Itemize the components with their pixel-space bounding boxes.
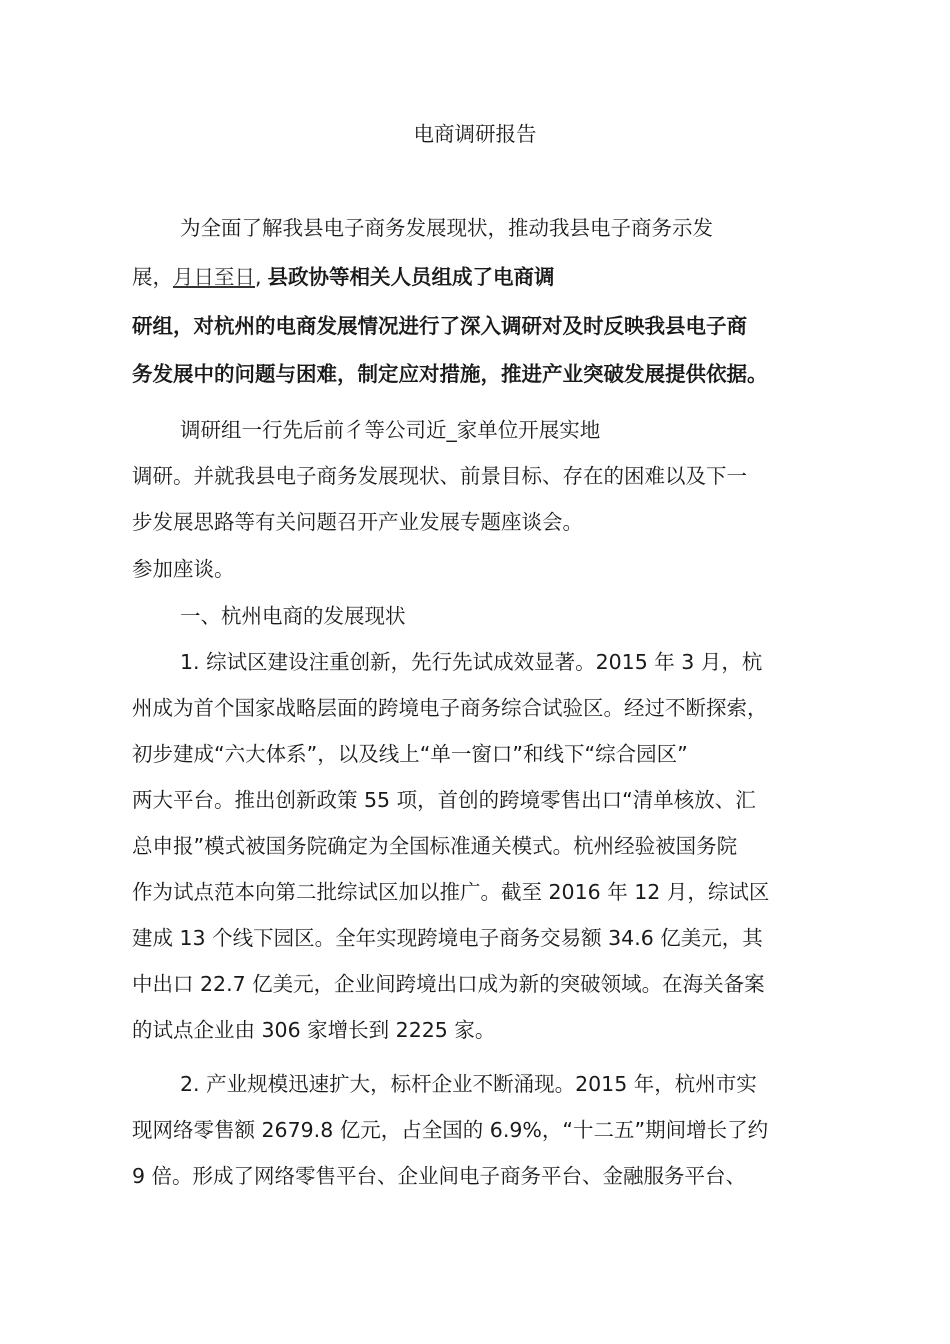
page-title: 电商调研报告	[413, 122, 537, 146]
intro-line-3: 研组，对杭州的电商发展情况进行了深入调研对及时反映我县电子商	[132, 314, 747, 338]
intro-line-2-start: 展，	[132, 265, 173, 289]
p1-line: 的试点企业由 306 家增长到 2225 家。	[132, 1018, 496, 1042]
intro-line-2-end: 县政协等相关人员组成了电商调	[267, 265, 555, 289]
visit-line-2: 调研。并就我县电子商务发展现状、前景目标、存在的困难以及下一	[132, 464, 747, 488]
p1-line: 建成 13 个线下园区。全年实现跨境电子商务交易额 34.6 亿美元，其	[132, 926, 763, 950]
p1-line: 初步建成“六大体系”，以及线上“单一窗口”和线下“综合园区”	[132, 742, 688, 766]
intro-line-2	[132, 263, 555, 291]
p1-line: 总申报”模式被国务院确定为全国标准通关模式。杭州经验被国务院	[132, 834, 738, 858]
date-comma: ,	[255, 265, 262, 289]
section-heading: 一、杭州电商的发展现状	[180, 604, 406, 628]
visit-line-1: 调研组一行先后前彳等公司近_家单位开展实地	[180, 418, 601, 442]
p1-line: 作为试点范本向第二批综试区加以推广。截至 2016 年 12 月，综试区	[132, 880, 770, 904]
date-blank: 月日至日	[173, 265, 255, 289]
visit-line-4: 参加座谈。	[132, 557, 235, 581]
visit-line-3: 步发展思路等有关问题召开产业发展专题座谈会。	[132, 510, 583, 534]
p2-line: 现网络零售额 2679.8 亿元，占全国的 6.9%，“十二五”期间增长了约	[132, 1118, 769, 1142]
intro-line-1: 为全面了解我县电子商务发展现状，推动我县电子商务示发	[180, 216, 713, 240]
p1-line: 中出口 22.7 亿美元，企业间跨境出口成为新的突破领域。在海关备案	[132, 972, 765, 996]
p1-line: 州成为首个国家战略层面的跨境电子商务综合试验区。经过不断探索，	[132, 696, 768, 720]
p1-line: 1. 综试区建设注重创新，先行先试成效显著。2015 年 3 月，杭	[180, 650, 763, 674]
p2-line: 2. 产业规模迅速扩大，标杆企业不断涌现。2015 年，杭州市实	[180, 1072, 757, 1096]
p1-line: 两大平台。推出创新政策 55 项，首创的跨境零售出口“清单核放、汇	[132, 788, 756, 812]
intro-line-4: 务发展中的问题与困难，制定应对措施，推进产业突破发展提供依据。	[132, 362, 768, 386]
p2-line: 9 倍。形成了网络零售平台、企业间电子商务平台、金融服务平台、	[132, 1164, 747, 1188]
